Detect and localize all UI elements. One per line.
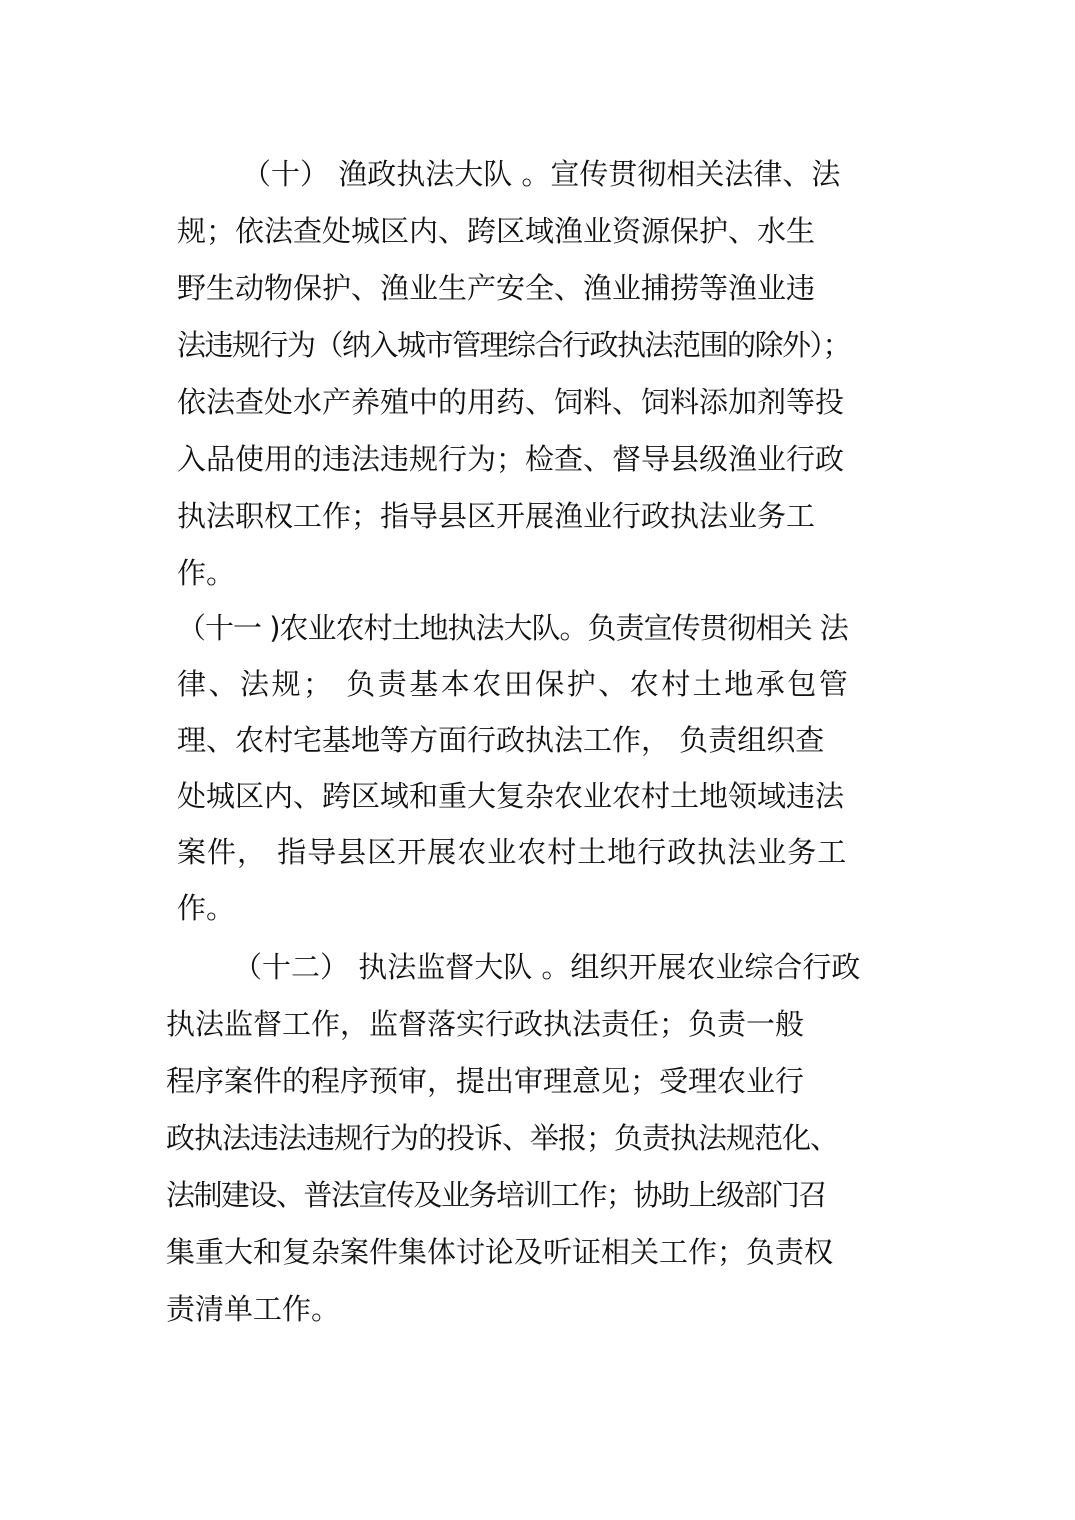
paragraph-line: 理、农村宅基地等方面行政执法工作， 负责组织查 — [177, 723, 825, 757]
paragraph-line: 政执法违法违规行为的投诉、举报；负责执法规范化、 — [166, 1121, 839, 1155]
paragraph-line: （十） 渔政执法大队 。宣传贯彻相关法律、法 — [242, 157, 841, 191]
paragraph-line: 处城区内、跨区域和重大复杂农业农村土地领域违法 — [177, 779, 845, 813]
paragraph-line: 执法职权工作；指导县区开展渔业行政执法业务工 — [177, 499, 816, 533]
paragraph-line: 律、法规； 负责基本农田保护、农村土地承包管 — [177, 667, 851, 701]
paragraph-line: 规；依法查处城区内、跨区域渔业资源保护、水生 — [177, 214, 816, 248]
paragraph-line: 入品使用的违法违规行为；检查、督导县级渔业行政 — [177, 442, 845, 476]
paragraph-line: 作。 — [177, 556, 236, 590]
paragraph-line: 集重大和复杂案件集体讨论及听证相关工作；负责权 — [166, 1235, 834, 1269]
paragraph-line: 案件， 指导县区开展农业农村土地行政执法业务工 — [177, 835, 848, 869]
paragraph-line: 依法查处水产养殖中的用药、饲料、饲料添加剂等投 — [177, 385, 845, 419]
paragraph-line: 法违规行为（纳入城市管理综合行政执法范围的除外）； — [177, 328, 851, 362]
paragraph-line: 作。 — [177, 891, 236, 925]
paragraph-line: （十二） 执法监督大队 。组织开展农业综合行政 — [233, 950, 861, 984]
paragraph-line: 执法监督工作，监督落实行政执法责任；负责一般 — [166, 1007, 805, 1041]
paragraph-line: 责清单工作。 — [166, 1292, 341, 1326]
paragraph-line: 程序案件的程序预审，提出审理意见；受理农业行 — [166, 1064, 805, 1098]
paragraph-line: （十一 )农业农村土地执法大队。负责宣传贯彻相关 法 — [177, 611, 848, 645]
paragraph-line: 法制建设、普法宣传及业务培训工作；协助上级部门召 — [166, 1178, 827, 1212]
paragraph-line: 野生动物保护、渔业生产安全、渔业捕捞等渔业违 — [177, 271, 816, 305]
